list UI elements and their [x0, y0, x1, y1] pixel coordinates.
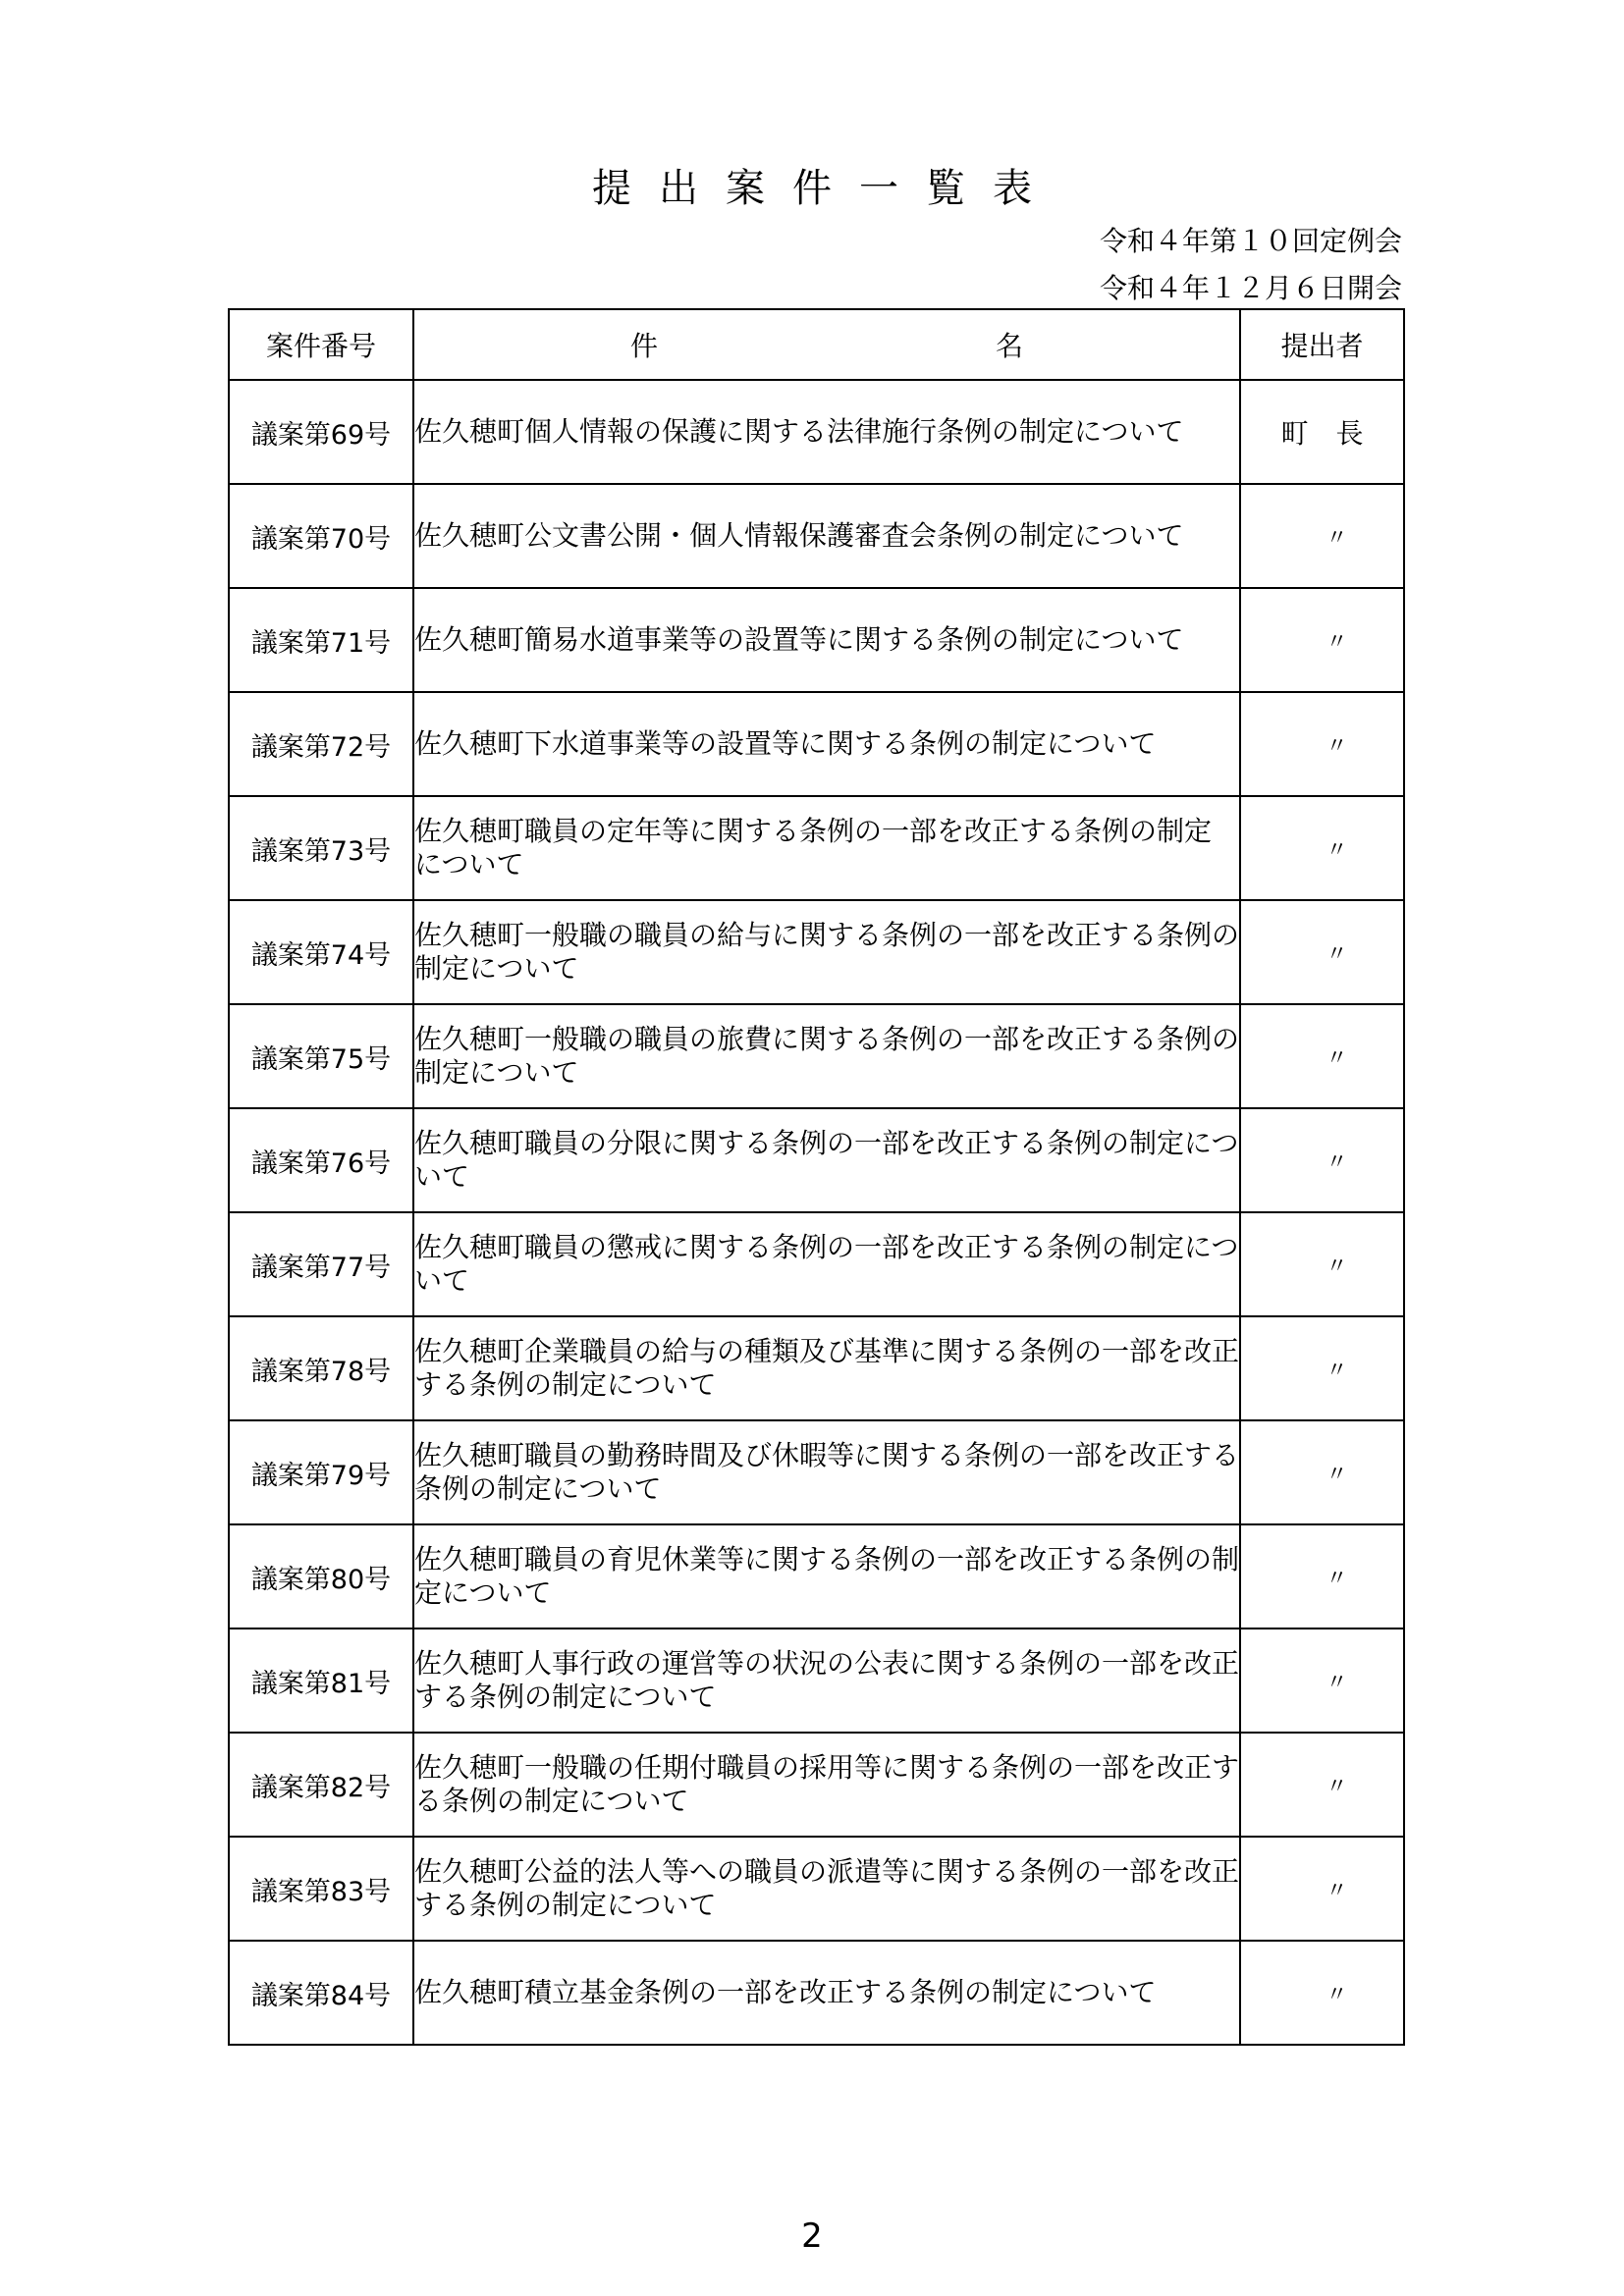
bill-number: 議案第81号: [229, 1629, 413, 1733]
bill-title: 佐久穂町一般職の職員の給与に関する条例の一部を改正する条例の制定について: [413, 900, 1240, 1004]
opening-date: 令和４年１２月６日開会: [1099, 272, 1402, 304]
bill-number: 議案第72号: [229, 692, 413, 796]
table-row: [229, 1837, 1404, 1941]
header-name: [413, 309, 1240, 380]
bill-title: 佐久穂町職員の分限に関する条例の一部を改正する条例の制定について: [413, 1108, 1240, 1212]
table-header-row: [229, 309, 1404, 380]
bill-title: 佐久穂町公益的法人等への職員の派遣等に関する条例の一部を改正する条例の制定について: [413, 1837, 1240, 1941]
bill-number: 議案第77号: [229, 1212, 413, 1316]
bill-submitter: 〃: [1240, 1316, 1404, 1420]
table-row: [229, 1629, 1404, 1733]
table-row: [229, 1420, 1404, 1524]
bill-submitter: 〃: [1240, 1941, 1404, 2045]
bill-number: 議案第78号: [229, 1316, 413, 1420]
session-label: 令和４年第１０回定例会: [1099, 225, 1402, 257]
bill-submitter: 〃: [1240, 796, 1404, 900]
header-submitter: 提出者: [1240, 309, 1404, 380]
bill-submitter: 〃: [1240, 1108, 1404, 1212]
table-row: [229, 900, 1404, 1004]
bill-submitter: 〃: [1240, 1004, 1404, 1108]
bill-number: 議案第76号: [229, 1108, 413, 1212]
bill-number: 議案第84号: [229, 1941, 413, 2045]
bill-number: 議案第83号: [229, 1837, 413, 1941]
bill-title: 佐久穂町積立基金条例の一部を改正する条例の制定について: [413, 1941, 1240, 2045]
bill-submitter: 〃: [1240, 588, 1404, 692]
header-number: 案件番号: [229, 309, 413, 380]
bill-submitter: 〃: [1240, 1524, 1404, 1629]
bill-number: 議案第82号: [229, 1733, 413, 1837]
bill-title: 佐久穂町職員の懲戒に関する条例の一部を改正する条例の制定について: [413, 1212, 1240, 1316]
table-row: [229, 1108, 1404, 1212]
bill-title: 佐久穂町職員の定年等に関する条例の一部を改正する条例の制定について: [413, 796, 1240, 900]
bill-title: 佐久穂町一般職の任期付職員の採用等に関する条例の一部を改正する条例の制定について: [413, 1733, 1240, 1837]
bill-title: 佐久穂町一般職の職員の旅費に関する条例の一部を改正する条例の制定について: [413, 1004, 1240, 1108]
bill-number: 議案第71号: [229, 588, 413, 692]
bill-title: 佐久穂町公文書公開・個人情報保護審査会条例の制定について: [413, 484, 1240, 588]
table-row: [229, 380, 1404, 484]
bill-title: 佐久穂町個人情報の保護に関する法律施行条例の制定について: [413, 380, 1240, 484]
bill-number: 議案第80号: [229, 1524, 413, 1629]
bill-number: 議案第74号: [229, 900, 413, 1004]
page-number: 2: [801, 2216, 823, 2256]
header-name-right: 名: [995, 330, 1023, 362]
table-row: [229, 484, 1404, 588]
document-title: 提出案件一覧表: [592, 166, 1059, 211]
bill-submitter: 町 長: [1240, 380, 1404, 484]
bill-submitter: 〃: [1240, 692, 1404, 796]
bill-title: 佐久穂町職員の育児休業等に関する条例の一部を改正する条例の制定について: [413, 1524, 1240, 1629]
table-row: [229, 1524, 1404, 1629]
bill-submitter: 〃: [1240, 900, 1404, 1004]
bill-submitter: 〃: [1240, 1629, 1404, 1733]
bills-table: [228, 308, 1405, 2046]
header-name-left: 件: [630, 330, 659, 362]
bill-number: 議案第73号: [229, 796, 413, 900]
bill-submitter: 〃: [1240, 1837, 1404, 1941]
table-row: [229, 1212, 1404, 1316]
bill-number: 議案第70号: [229, 484, 413, 588]
bill-title: 佐久穂町簡易水道事業等の設置等に関する条例の制定について: [413, 588, 1240, 692]
table-row: [229, 1316, 1404, 1420]
bill-submitter: 〃: [1240, 484, 1404, 588]
bill-submitter: 〃: [1240, 1212, 1404, 1316]
bill-number: 議案第75号: [229, 1004, 413, 1108]
bill-submitter: 〃: [1240, 1733, 1404, 1837]
table-row: [229, 692, 1404, 796]
table-row: [229, 1941, 1404, 2045]
table-row: [229, 588, 1404, 692]
bill-submitter: 〃: [1240, 1420, 1404, 1524]
bill-title: 佐久穂町企業職員の給与の種類及び基準に関する条例の一部を改正する条例の制定について: [413, 1316, 1240, 1420]
table-row: [229, 1733, 1404, 1837]
bill-title: 佐久穂町人事行政の運営等の状況の公表に関する条例の一部を改正する条例の制定について: [413, 1629, 1240, 1733]
bill-title: 佐久穂町職員の勤務時間及び休暇等に関する条例の一部を改正する条例の制定について: [413, 1420, 1240, 1524]
bill-number: 議案第69号: [229, 380, 413, 484]
bill-title: 佐久穂町下水道事業等の設置等に関する条例の制定について: [413, 692, 1240, 796]
table-row: [229, 1004, 1404, 1108]
bill-number: 議案第79号: [229, 1420, 413, 1524]
table-row: [229, 796, 1404, 900]
